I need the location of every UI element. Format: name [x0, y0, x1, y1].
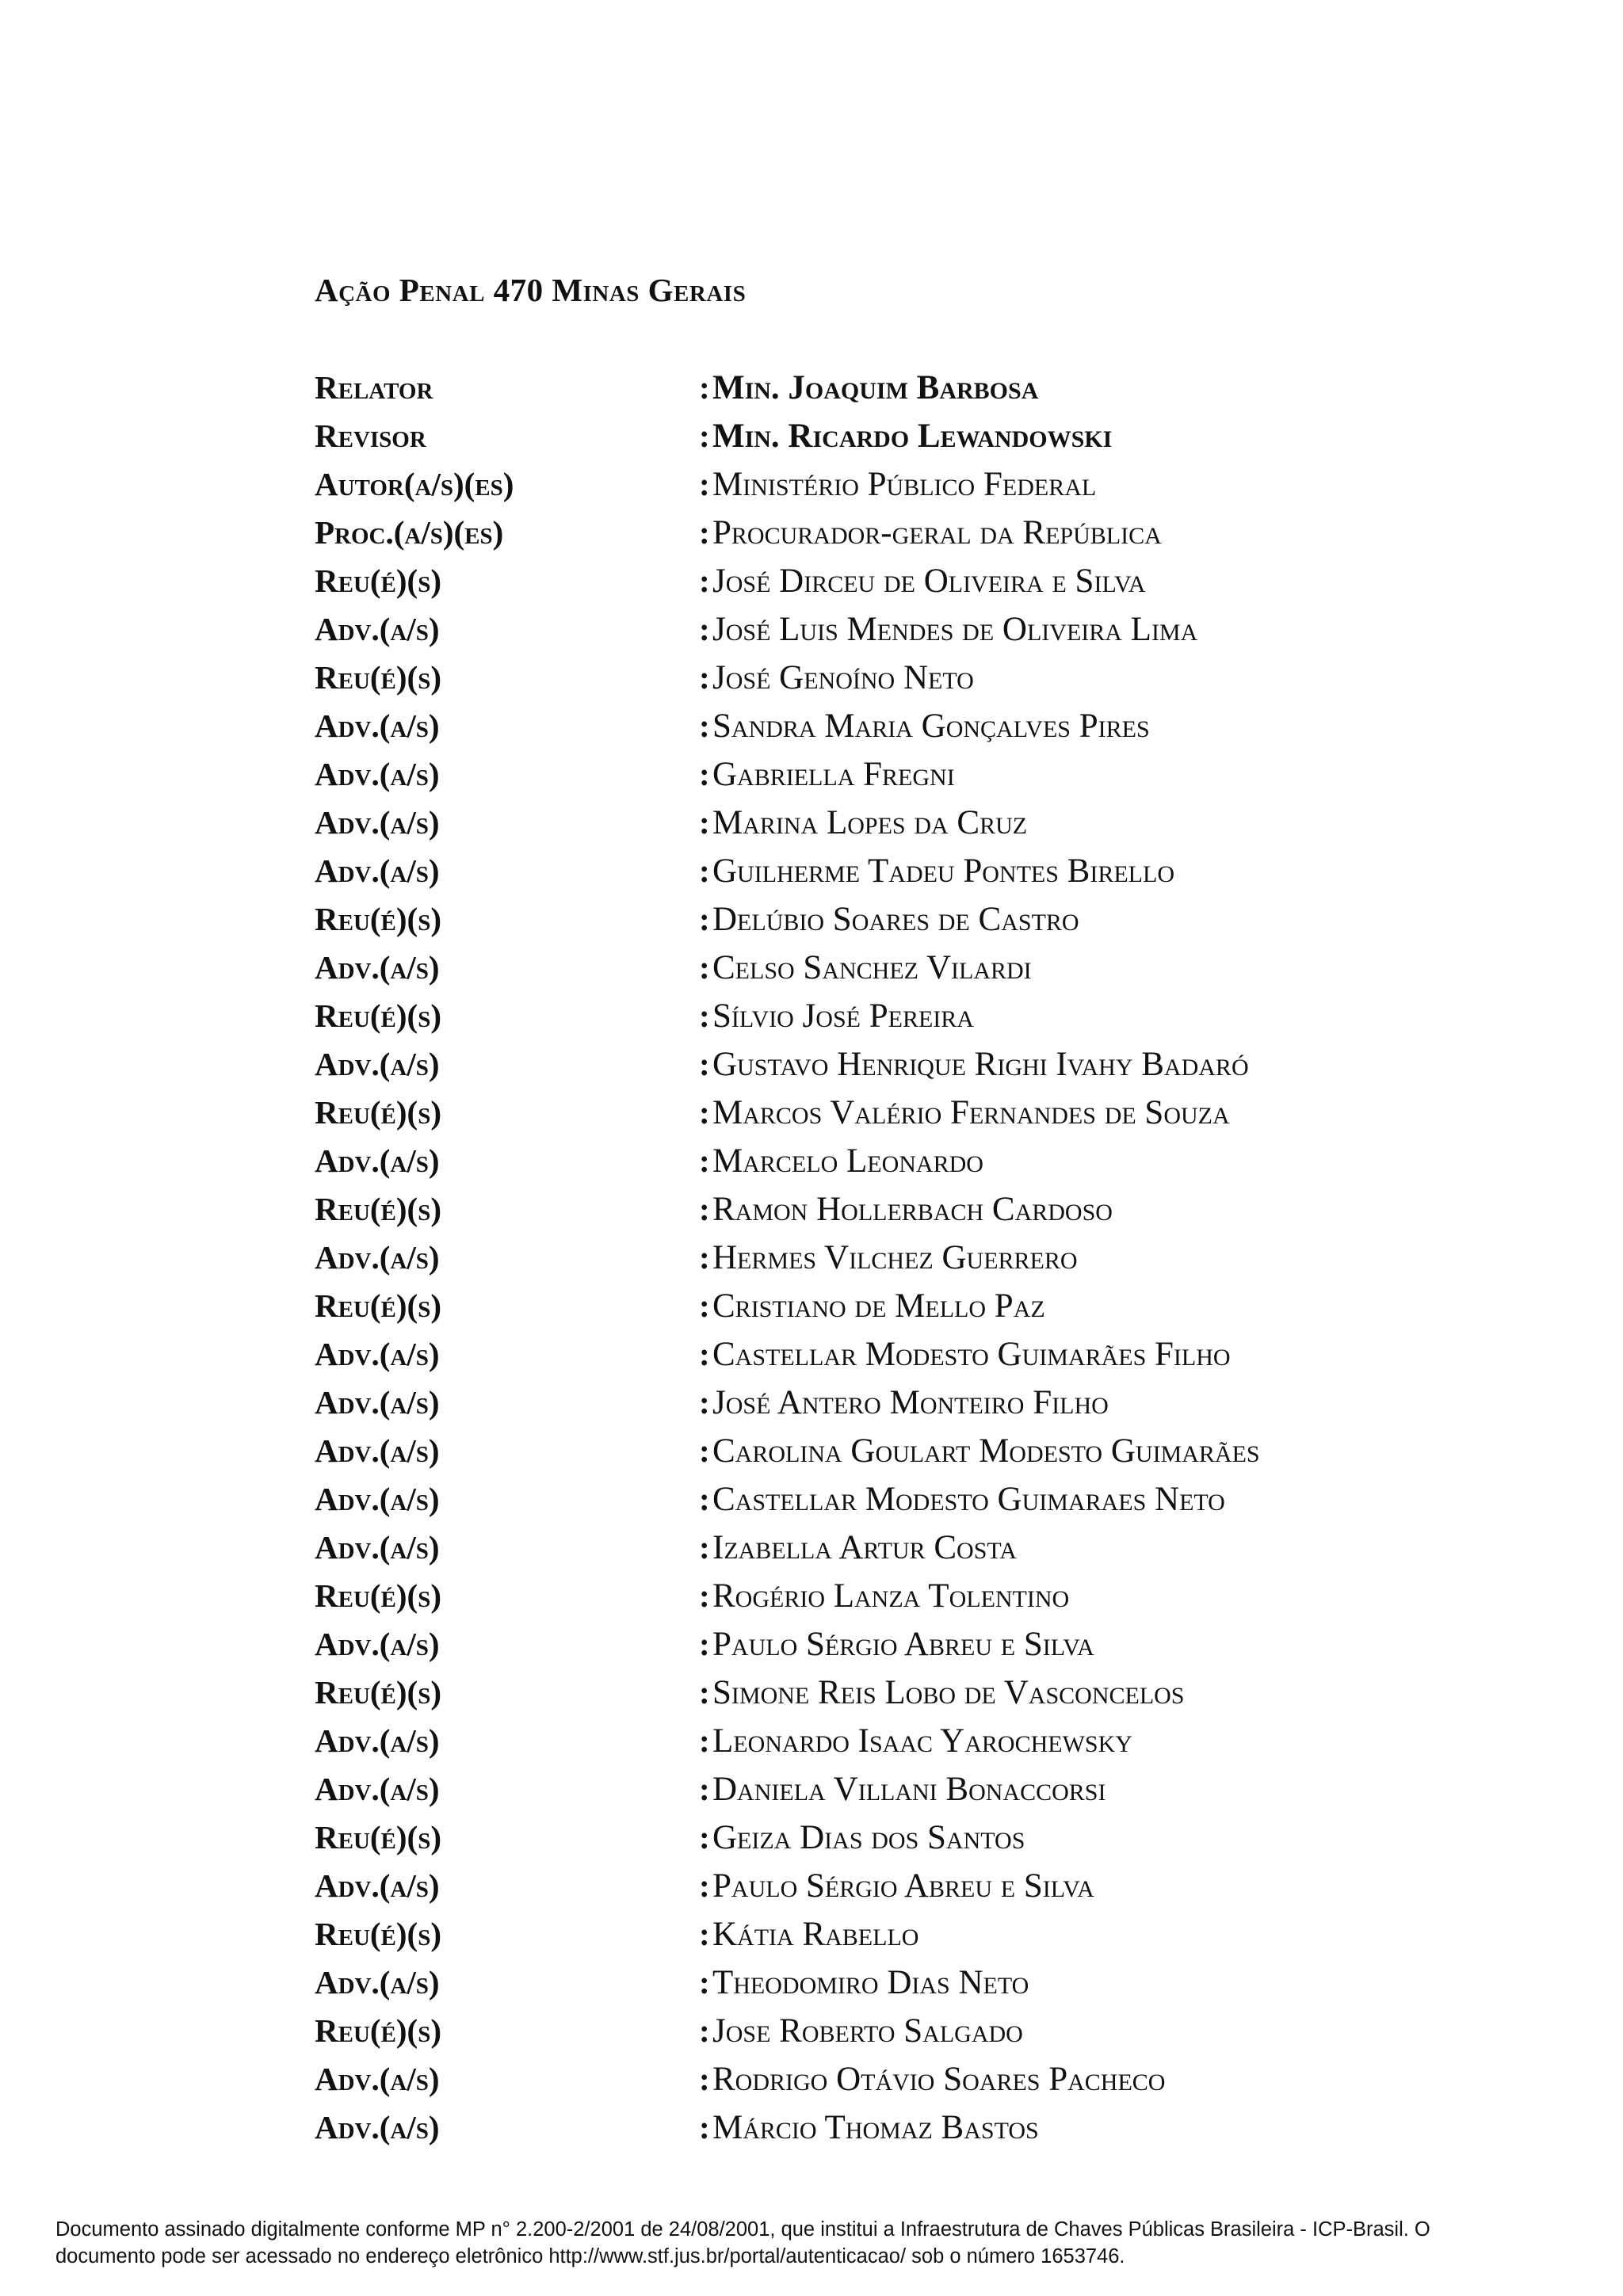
- party-separator: :: [699, 707, 710, 744]
- party-role: Adv.(a/s): [315, 756, 440, 792]
- party-name: Sandra Maria Gonçalves Pires: [712, 707, 1150, 745]
- party-name: Simone Reis Lobo de Vasconcelos: [712, 1674, 1185, 1711]
- party-row: [315, 1620, 1583, 1669]
- party-separator: :: [699, 418, 710, 454]
- party-separator: :: [699, 1867, 710, 1904]
- party-row: [315, 847, 1583, 895]
- party-name: Min. Joaquim Barbosa: [712, 369, 1039, 406]
- party-role: Adv.(a/s): [315, 1384, 440, 1421]
- party-separator: :: [699, 1481, 710, 1517]
- party-role: Adv.(a/s): [315, 1046, 440, 1082]
- page-title: Ação Penal 470 Minas Gerais: [315, 272, 747, 308]
- party-separator: :: [699, 1239, 710, 1276]
- party-separator: :: [699, 756, 710, 792]
- party-separator: :: [699, 949, 710, 986]
- party-row: [315, 1524, 1583, 1572]
- party-row: [315, 1669, 1583, 1717]
- party-name: Geiza Dias dos Santos: [712, 1819, 1025, 1856]
- party-role: Reu(é)(s): [315, 1916, 441, 1952]
- party-name: Hermes Vilchez Guerrero: [712, 1239, 1078, 1276]
- party-name: Ministério Público Federal: [712, 466, 1097, 503]
- party-name: Carolina Goulart Modesto Guimarães: [712, 1432, 1260, 1470]
- party-row: [315, 1958, 1583, 2007]
- party-role: Adv.(a/s): [315, 1529, 440, 1566]
- party-separator: :: [699, 1674, 710, 1711]
- party-separator: :: [699, 1336, 710, 1372]
- party-name: Marcelo Leonardo: [712, 1142, 983, 1180]
- party-separator: :: [699, 1771, 710, 1807]
- party-row: [315, 2103, 1583, 2152]
- party-name: Procurador-geral da República: [712, 514, 1162, 551]
- party-role: Adv.(a/s): [315, 1771, 440, 1807]
- party-separator: :: [699, 1577, 710, 1614]
- party-row: [315, 1814, 1583, 1862]
- party-role: Reu(é)(s): [315, 1191, 441, 1227]
- party-role: Adv.(a/s): [315, 611, 440, 647]
- party-name: Jose Roberto Salgado: [712, 2012, 1023, 2050]
- party-role: Adv.(a/s): [315, 1481, 440, 1517]
- party-role: Adv.(a/s): [315, 1432, 440, 1469]
- party-row: [315, 992, 1583, 1040]
- party-role: Adv.(a/s): [315, 804, 440, 841]
- party-name: Cristiano de Mello Paz: [712, 1287, 1045, 1325]
- party-role: Reu(é)(s): [315, 1819, 441, 1855]
- party-separator: :: [699, 1191, 710, 1227]
- party-row: [315, 1137, 1583, 1185]
- party-separator: :: [699, 1626, 710, 1662]
- party-row: [315, 1572, 1583, 1620]
- party-separator: :: [699, 563, 710, 599]
- party-role: Adv.(a/s): [315, 707, 440, 744]
- party-name: Gabriella Fregni: [712, 756, 955, 793]
- party-row: [315, 1185, 1583, 1234]
- party-row: [315, 412, 1583, 460]
- party-name: Marina Lopes da Cruz: [712, 804, 1028, 841]
- party-name: Izabella Artur Costa: [712, 1529, 1017, 1566]
- party-row: [315, 1765, 1583, 1814]
- party-role: Adv.(a/s): [315, 1964, 440, 2000]
- party-separator: :: [699, 1384, 710, 1421]
- footer-line-1: Documento assinado digitalmente conforme MP n° 2.200-2/2001 de 24/08/2001, que institui a Infraestrutura de Chaves Públicas Brasileira - ICP-Brasil. O: [55, 2218, 1430, 2241]
- party-separator: :: [699, 1529, 710, 1566]
- party-row: [315, 2055, 1583, 2103]
- party-row: [315, 1427, 1583, 1475]
- party-separator: :: [699, 1964, 710, 2000]
- party-role: Adv.(a/s): [315, 1336, 440, 1372]
- party-row: [315, 605, 1583, 654]
- party-name: Leonardo Isaac Yarochewsky: [712, 1722, 1132, 1760]
- party-name: Castellar Modesto Guimaraes Neto: [712, 1481, 1225, 1518]
- party-row: [315, 1862, 1583, 1910]
- party-separator: :: [699, 1916, 710, 1952]
- party-name: Paulo Sérgio Abreu e Silva: [712, 1867, 1094, 1905]
- parties-list: [315, 364, 1583, 2152]
- party-row: [315, 1089, 1583, 1137]
- party-row: [315, 1282, 1583, 1330]
- party-role: Adv.(a/s): [315, 1142, 440, 1179]
- party-row: [315, 1717, 1583, 1765]
- party-name: José Dirceu de Oliveira e Silva: [712, 563, 1146, 600]
- party-name: Theodomiro Dias Neto: [712, 1964, 1029, 2001]
- party-separator: :: [699, 2109, 710, 2145]
- party-name: Paulo Sérgio Abreu e Silva: [712, 1626, 1094, 1663]
- party-name: José Genoíno Neto: [712, 659, 974, 696]
- party-role: Adv.(a/s): [315, 852, 440, 889]
- party-name: Sílvio José Pereira: [712, 997, 974, 1035]
- party-name: Márcio Thomaz Bastos: [712, 2109, 1039, 2146]
- party-name: José Antero Monteiro Filho: [712, 1384, 1109, 1421]
- party-row: [315, 895, 1583, 944]
- party-row: [315, 654, 1583, 702]
- party-row: [315, 364, 1583, 412]
- digital-signature-footer: [55, 2216, 1585, 2270]
- party-name: Rodrigo Otávio Soares Pacheco: [712, 2061, 1166, 2098]
- party-separator: :: [699, 514, 710, 551]
- party-row: [315, 509, 1583, 557]
- party-separator: :: [699, 1287, 710, 1324]
- party-name: Ramon Hollerbach Cardoso: [712, 1191, 1113, 1228]
- party-row: [315, 1040, 1583, 1089]
- party-name: Marcos Valério Fernandes de Souza: [712, 1094, 1230, 1131]
- party-separator: :: [699, 369, 710, 406]
- party-row: [315, 944, 1583, 992]
- party-row: [315, 1475, 1583, 1524]
- party-row: [315, 557, 1583, 605]
- party-separator: :: [699, 997, 710, 1034]
- party-role: Autor(a/s)(es): [315, 466, 514, 502]
- party-role: Adv.(a/s): [315, 1626, 440, 1662]
- party-row: [315, 1910, 1583, 1958]
- party-role: Adv.(a/s): [315, 1867, 440, 1904]
- party-role: Reu(é)(s): [315, 659, 441, 696]
- party-role: Reu(é)(s): [315, 1094, 441, 1131]
- party-row: [315, 702, 1583, 750]
- party-row: [315, 460, 1583, 509]
- party-role: Adv.(a/s): [315, 1722, 440, 1759]
- party-row: [315, 1330, 1583, 1379]
- footer-line-2: documento pode ser acessado no endereço eletrônico http://www.stf.jus.br/portal/autenticacao/ sob o número 1653746.: [55, 2245, 1125, 2267]
- party-separator: :: [699, 466, 710, 502]
- party-role: Adv.(a/s): [315, 2109, 440, 2145]
- party-separator: :: [699, 1046, 710, 1082]
- party-name: Min. Ricardo Lewandowski: [712, 418, 1113, 455]
- party-name: Kátia Rabello: [712, 1916, 919, 1953]
- party-role: Adv.(a/s): [315, 1239, 440, 1276]
- party-name: Daniela Villani Bonaccorsi: [712, 1771, 1106, 1808]
- party-separator: :: [699, 901, 710, 937]
- party-name: Rogério Lanza Tolentino: [712, 1577, 1070, 1615]
- party-separator: :: [699, 611, 710, 647]
- party-role: Adv.(a/s): [315, 949, 440, 986]
- party-role: Reu(é)(s): [315, 1287, 441, 1324]
- party-name: Celso Sanchez Vilardi: [712, 949, 1032, 986]
- party-separator: :: [699, 1722, 710, 1759]
- party-role: Reu(é)(s): [315, 563, 441, 599]
- party-role: Reu(é)(s): [315, 1577, 441, 1614]
- party-role: Proc.(a/s)(es): [315, 514, 504, 551]
- party-name: Delúbio Soares de Castro: [712, 901, 1079, 938]
- party-name: José Luis Mendes de Oliveira Lima: [712, 611, 1198, 648]
- party-separator: :: [699, 2061, 710, 2097]
- party-role: Reu(é)(s): [315, 2012, 441, 2049]
- party-separator: :: [699, 1819, 710, 1855]
- party-row: [315, 750, 1583, 799]
- party-role: Revisor: [315, 418, 426, 454]
- party-name: Gustavo Henrique Righi Ivahy Badaró: [712, 1046, 1249, 1083]
- party-separator: :: [699, 1142, 710, 1179]
- party-row: [315, 2007, 1583, 2055]
- party-row: [315, 799, 1583, 847]
- party-role: Reu(é)(s): [315, 997, 441, 1034]
- party-row: [315, 1234, 1583, 1282]
- party-name: Castellar Modesto Guimarães Filho: [712, 1336, 1231, 1373]
- party-row: [315, 1379, 1583, 1427]
- party-separator: :: [699, 659, 710, 696]
- party-separator: :: [699, 804, 710, 841]
- party-role: Reu(é)(s): [315, 1674, 441, 1711]
- party-name: Guilherme Tadeu Pontes Birello: [712, 852, 1174, 890]
- party-role: Reu(é)(s): [315, 901, 441, 937]
- party-separator: :: [699, 1432, 710, 1469]
- party-separator: :: [699, 2012, 710, 2049]
- party-separator: :: [699, 1094, 710, 1131]
- party-role: Relator: [315, 369, 433, 406]
- party-role: Adv.(a/s): [315, 2061, 440, 2097]
- party-separator: :: [699, 852, 710, 889]
